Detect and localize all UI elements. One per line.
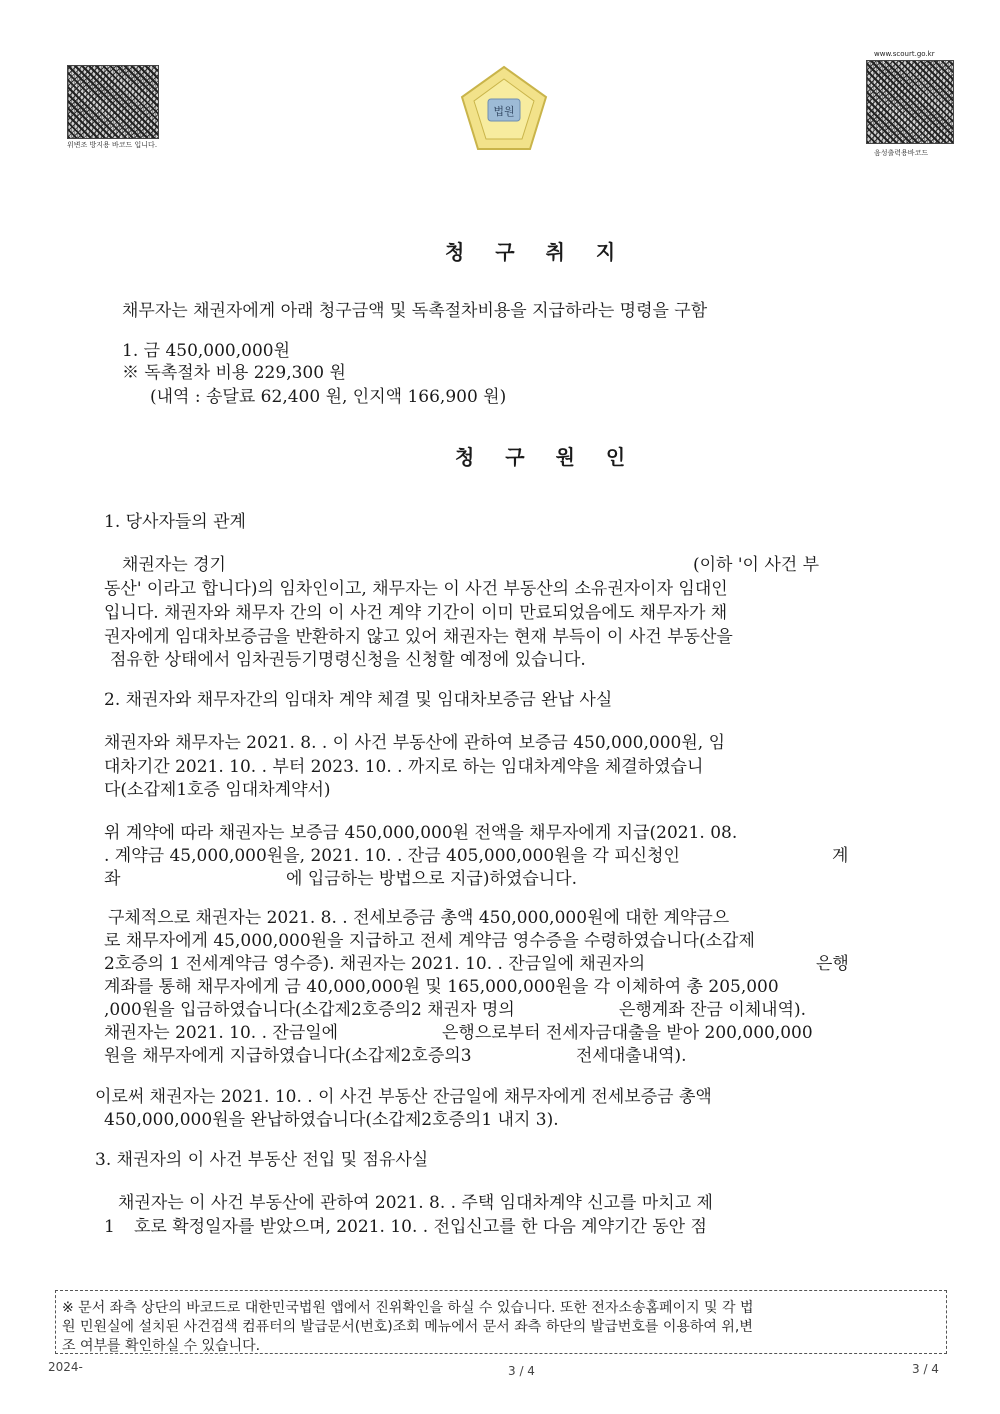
section-1-line: 권자에게 임대차보증금을 반환하지 않고 있어 채권자는 현재 부득이 이 사건 부동산을 xyxy=(104,627,733,647)
section-2-p1-line: 채권자와 채무자는 2021. 8. . 이 사건 부동산에 관하여 보증금 450,000,000원, 임 xyxy=(104,733,725,753)
section-2-p3-line: 은행계좌 잔금 이체내역). xyxy=(619,1000,807,1020)
section-2-p3-line: ,000원을 입금하였습니다(소갑제2호증의2 채권자 명의 xyxy=(104,1000,515,1020)
page-number-center: 3 / 4 xyxy=(508,1364,535,1378)
claim-cause-title: 청 구 원 인 xyxy=(455,445,638,469)
section-2-p3-line: 채권자는 2021. 10. . 잔금일에 xyxy=(104,1023,339,1043)
section-3-line: 호로 확정일자를 받았으며, 2021. 10. . 전입신고를 한 다음 계약기간 동안 점 xyxy=(134,1217,707,1237)
procedure-cost-detail: (내역 : 송달료 62,400 원, 인지액 166,900 원) xyxy=(150,387,507,407)
section-1-line: 입니다. 채권자와 채무자 간의 이 사건 계약 기간이 이미 만료되었음에도 채무자가 채 xyxy=(104,603,728,623)
footer-notice-line: ※ 문서 좌측 상단의 바코드로 대한민국법원 앱에서 진위확인을 하실 수 있습니다. 또한 전자소송홈페이지 및 각 법 xyxy=(62,1300,754,1316)
section-1-line: 동산' 이라고 합니다)의 임차인이고, 채무자는 이 사건 부동산의 소유권자이자 임대인 xyxy=(104,579,728,599)
section-2-p3-line: 은행으로부터 전세자금대출을 받아 200,000,000 xyxy=(442,1023,813,1043)
section-2-p3-line: 계좌를 통해 채무자에게 금 40,000,000원 및 165,000,000원을 각 이체하여 총 205,000 xyxy=(104,977,779,997)
court-seal-icon xyxy=(458,63,550,153)
claim-purpose-intro: 채무자는 채권자에게 아래 청구금액 및 독촉절차비용을 지급하라는 명령을 구함 xyxy=(122,301,708,321)
section-2-p3-line: 원을 채무자에게 지급하였습니다(소갑제2호증의3 xyxy=(104,1046,472,1066)
section-2-p1-line: 대차기간 2021. 10. . 부터 2023. 10. . 까지로 하는 임대차계약을 체결하였습니 xyxy=(104,757,704,777)
section-2-p3-line: 전세대출내역). xyxy=(576,1046,687,1066)
court-seal-text: 법원 xyxy=(493,105,515,118)
section-2-p3-line: 구체적으로 채권자는 2021. 8. . 전세보증금 총액 450,000,000원에 대한 계약금으 xyxy=(108,908,730,928)
section-1-line: 채권자는 경기 xyxy=(122,555,226,575)
section-2-p4-line: 이로써 채권자는 2021. 10. . 이 사건 부동산 잔금일에 채무자에게 전세보증금 총액 xyxy=(95,1087,712,1107)
section-1-heading: 1. 당사자들의 관계 xyxy=(104,512,246,532)
section-2-p4-line: 450,000,000원을 완납하였습니다(소갑제2호증의1 내지 3). xyxy=(104,1110,559,1130)
section-2-p1-line: 다(소갑제1호증 임대차계약서) xyxy=(104,780,331,800)
section-1-line: (이하 '이 사건 부 xyxy=(693,555,820,575)
section-3-line: 1 xyxy=(104,1217,115,1237)
section-2-p2-line: 계 xyxy=(832,846,849,866)
procedure-cost: ※ 독촉절차 비용 229,300 원 xyxy=(122,363,346,383)
section-1-line: 점유한 상태에서 임차권등기명령신청을 신청할 예정에 있습니다. xyxy=(110,650,586,670)
section-2-heading: 2. 채권자와 채무자간의 임대차 계약 체결 및 임대차보증금 완납 사실 xyxy=(104,690,613,710)
section-2-p2-line: 위 계약에 따라 채권자는 보증금 450,000,000원 전액을 채무자에게 지급(2021. 08. xyxy=(104,823,738,843)
section-2-p2-line: 에 입금하는 방법으로 지급)하였습니다. xyxy=(286,869,577,889)
footer-notice-line: 원 민원실에 설치된 사건검색 컴퓨터의 발급문서(번호)조회 메뉴에서 문서 좌측 하단의 발급번호를 이용하여 위,변 xyxy=(62,1319,753,1335)
section-2-p3-line: 은행 xyxy=(816,954,849,974)
section-2-p3-line: 2호증의 1 전세계약금 영수증). 채권자는 2021. 10. . 잔금일에 채권자의 xyxy=(104,954,646,974)
footer-notice-line: 조 여부를 확인하실 수 있습니다. xyxy=(62,1338,261,1354)
verification-barcode-caption: 위변조 방지용 바코드 입니다. xyxy=(67,141,158,149)
section-2-p2-line: . 계약금 45,000,000원을, 2021. 10. . 잔금 405,000,000원을 각 피신청인 xyxy=(104,846,680,866)
claim-purpose-title: 청 구 취 지 xyxy=(445,240,628,264)
section-2-p2-line: 좌 xyxy=(104,869,121,889)
section-3-heading: 3. 채권자의 이 사건 부동산 전입 및 점유사실 xyxy=(95,1150,429,1170)
section-2-p3-line: 로 채무자에게 45,000,000원을 지급하고 전세 계약금 영수증을 수령하였습니다(소갑제 xyxy=(104,931,755,951)
page-number-right: 3 / 4 xyxy=(912,1362,939,1376)
section-3-line: 채권자는 이 사건 부동산에 관하여 2021. 8. . 주택 임대차계약 신고를 마치고 제 xyxy=(118,1193,713,1213)
verification-barcode xyxy=(67,65,159,139)
claim-amount: 1. 금 450,000,000원 xyxy=(122,341,291,361)
audio-barcode-caption: 음성출력용바코드 xyxy=(874,149,929,157)
issue-number: 2024- xyxy=(48,1360,83,1374)
website-url: www.scourt.go.kr xyxy=(874,50,935,58)
audio-barcode xyxy=(866,60,954,144)
